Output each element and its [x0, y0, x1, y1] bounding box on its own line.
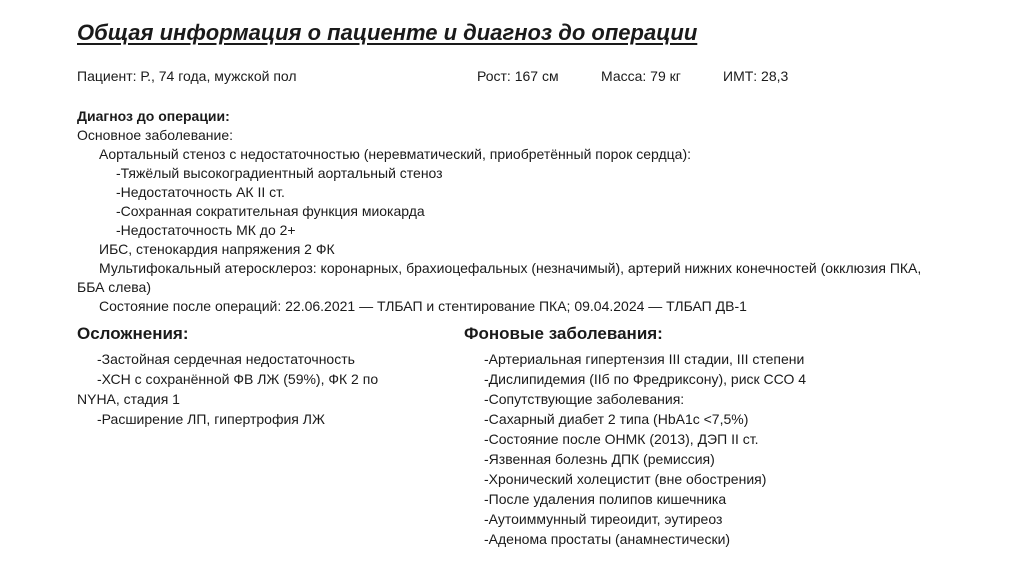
complication-item: -Расширение ЛП, гипертрофия ЛЖ: [97, 411, 325, 427]
aortic-item: -Недостаточность АК II ст.: [116, 184, 285, 200]
background-diseases-section: [464, 323, 944, 549]
background-item: -После удаления полипов кишечника: [484, 491, 727, 507]
background-item: -Аутоиммунный тиреоидит, эутиреоз: [484, 511, 723, 527]
background-item: -Дислипидемия (IIб по Фредриксону), риск ССО 4: [484, 371, 807, 387]
ihd-line: ИБС, стенокардия напряжения 2 ФК: [99, 241, 335, 257]
complications-section: [77, 323, 417, 429]
background-item: -Сахарный диабет 2 типа (HbA1c <7,5%): [484, 411, 749, 427]
complication-item: -ХСН с сохранённой ФВ ЛЖ (59%), ФК 2 по NYHA, стадия 1: [77, 371, 379, 407]
patient-bmi: ИМТ: 28,3: [723, 68, 789, 84]
page-title: Общая информация о пациенте и диагноз до операции: [77, 20, 698, 45]
aortic-item: -Сохранная сократительная функция миокарда: [116, 203, 425, 219]
aortic-item: -Недостаточность МК до 2+: [116, 222, 296, 238]
patient-info-row: [0, 68, 1024, 88]
background-item: -Аденома простаты (анамнестически): [484, 531, 731, 547]
background-heading: Фоновые заболевания:: [464, 324, 663, 343]
background-item: -Сопутствующие заболевания:: [484, 391, 685, 407]
patient-height: Рост: 167 см: [477, 68, 559, 84]
main-disease-label: Основное заболевание:: [77, 127, 233, 143]
background-item: -Хронический холецистит (вне обострения): [484, 471, 767, 487]
background-item: -Артериальная гипертензия III стадии, III степени: [484, 351, 805, 367]
complications-heading: Осложнения:: [77, 324, 189, 343]
diagnosis-heading: Диагноз до операции:: [77, 108, 230, 124]
background-item: -Язвенная болезнь ДПК (ремиссия): [484, 451, 715, 467]
complication-item: -Застойная сердечная недостаточность: [97, 351, 355, 367]
patient-weight: Масса: 79 кг: [601, 68, 681, 84]
patient-info: Пациент: Р., 74 года, мужской пол: [77, 68, 297, 84]
aortic-item: -Тяжёлый высокоградиентный аортальный стеноз: [116, 165, 443, 181]
aortic-stenosis: Аортальный стеноз с недостаточностью (неревматический, приобретённый порок сердца):: [99, 146, 692, 162]
diagnosis-section: [77, 107, 937, 316]
atherosclerosis-line: Мультифокальный атеросклероз: коронарных, брахиоцефальных (незначимый), артерий нижних конечностей (окклюзия ПКА, ББА слева): [77, 260, 922, 295]
background-item: -Состояние после ОНМК (2013), ДЭП II ст.: [484, 431, 759, 447]
post-surgery-line: Состояние после операций: 22.06.2021 — ТЛБАП и стентирование ПКА; 09.04.2024 — ТЛБАП ДВ-1: [99, 298, 747, 314]
